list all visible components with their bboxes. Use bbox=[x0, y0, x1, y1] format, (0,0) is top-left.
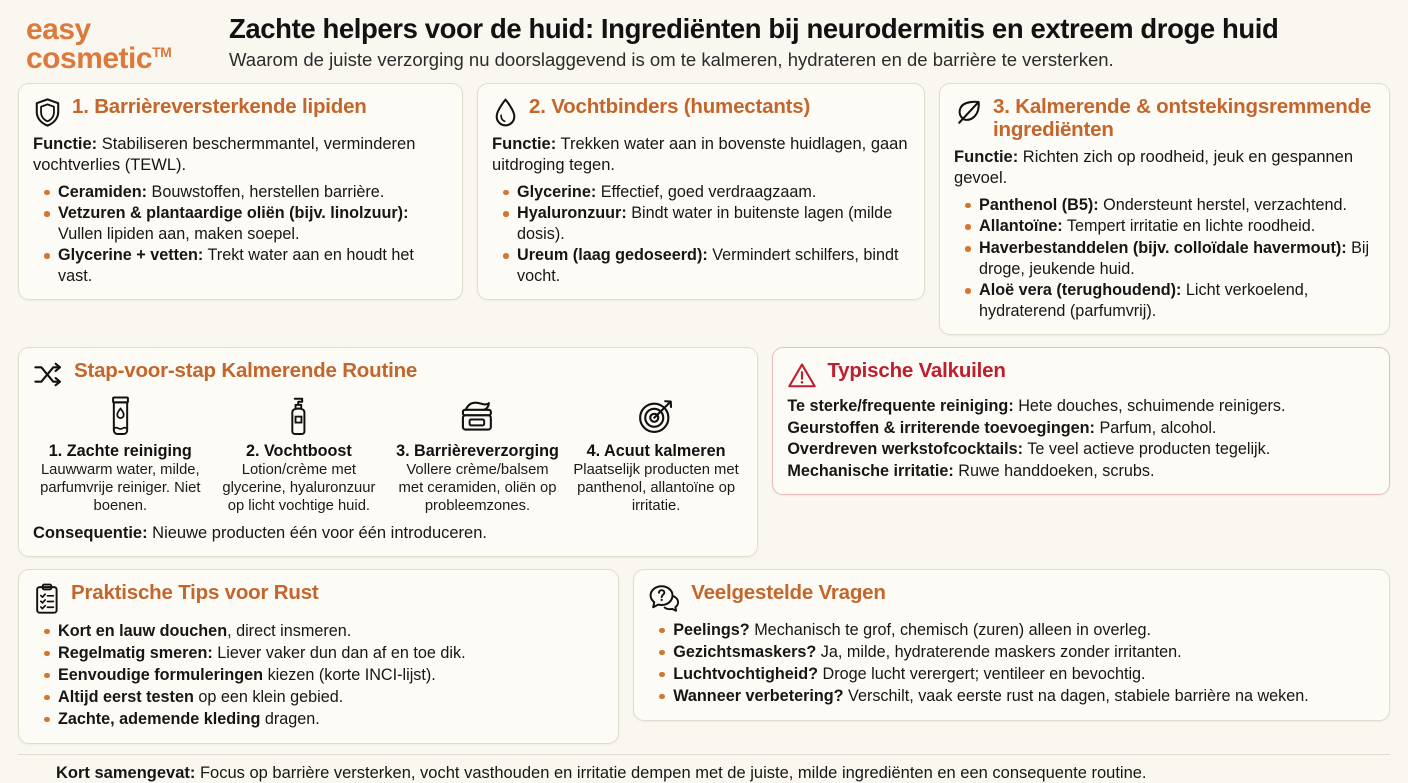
item-text: Mechanisch te grof, chemisch (zuren) alleen in overleg. bbox=[749, 620, 1151, 639]
item-term: Luchtvochtigheid? bbox=[673, 664, 819, 683]
card-barrier-lipids bbox=[18, 83, 463, 300]
function-label: Functie: bbox=[33, 135, 98, 153]
card-tips bbox=[18, 569, 619, 744]
shield-icon bbox=[33, 95, 62, 128]
item-text: Vermindert schilfers, bindt vocht. bbox=[517, 246, 899, 285]
item-term: Altijd eerst testen bbox=[58, 687, 194, 706]
page-title: Zachte helpers voor de huid: Ingrediënten bij neurodermitis en extreem droge huid bbox=[229, 13, 1279, 44]
card-bullet-list bbox=[502, 182, 910, 287]
item-term: Ceramiden: bbox=[58, 182, 148, 201]
item-text: Ja, milde, hydraterende maskers zonder irritanten. bbox=[816, 642, 1182, 661]
item-term: Hyaluronzuur: bbox=[517, 204, 627, 223]
item-text: kiezen (korte INCI-lijst). bbox=[263, 665, 436, 684]
pitfall-text: Hete douches, schuimende reinigers. bbox=[1013, 397, 1286, 416]
function-text: Stabiliseren beschermmantel, verminderen vochtverlies (TEWL). bbox=[33, 135, 416, 174]
step-title: 2. Vochtboost bbox=[245, 442, 352, 461]
tube-icon bbox=[35, 394, 206, 438]
list-item bbox=[964, 238, 1375, 279]
footer-text: Focus op barrière versterken, vocht vasthouden en irritatie dempen met de juiste, milde ingrediënten en een consequente routine. bbox=[195, 763, 1147, 782]
footer-summary bbox=[18, 754, 1390, 783]
item-term: Regelmatig smeren: bbox=[58, 643, 213, 662]
pitfall-term: Geurstoffen & irriterende toevoegingen: bbox=[787, 418, 1095, 437]
function-label: Functie: bbox=[954, 148, 1019, 167]
item-text: Ondersteunt herstel, verzachtend. bbox=[1098, 195, 1347, 214]
item-term: Allantoïne: bbox=[979, 217, 1063, 236]
pitfall-text: Ruwe handdoeken, scrubs. bbox=[953, 461, 1155, 480]
card-title: Veelgestelde Vragen bbox=[691, 580, 886, 604]
pitfall-text: Parfum, alcohol. bbox=[1094, 418, 1217, 437]
card-header bbox=[954, 95, 1375, 141]
item-term: Zachte, ademende kleding bbox=[58, 709, 261, 728]
question-bubble-icon bbox=[648, 581, 681, 614]
card-title: 1. Barrièreversterkende lipiden bbox=[72, 95, 367, 118]
card-title: Praktische Tips voor Rust bbox=[71, 580, 319, 604]
routine-consequence bbox=[33, 523, 743, 544]
item-term: Glycerine + vetten: bbox=[58, 246, 204, 265]
card-function bbox=[492, 134, 910, 176]
brand-line-2 bbox=[26, 41, 172, 75]
card-title: Typische Valkuilen bbox=[827, 359, 1006, 383]
list-item bbox=[43, 245, 448, 286]
list-item bbox=[964, 280, 1375, 321]
item-term: Wanneer verbetering? bbox=[673, 686, 844, 705]
list-item bbox=[43, 687, 604, 708]
list-item bbox=[43, 709, 604, 730]
card-function bbox=[954, 147, 1375, 189]
card-title: Stap-voor-stap Kalmerende Routine bbox=[74, 359, 418, 383]
item-text: Effectief, goed verdraagzaam. bbox=[596, 182, 817, 201]
pitfall-term: Mechanische irritatie: bbox=[787, 461, 954, 480]
pitfall-line bbox=[787, 396, 1375, 418]
routine-step bbox=[212, 394, 387, 516]
item-text: dragen. bbox=[260, 709, 320, 728]
item-text: Bij droge, jeukende huid. bbox=[979, 239, 1370, 278]
pitfall-line bbox=[787, 418, 1375, 440]
step-title: 1. Zachte reiniging bbox=[48, 442, 192, 461]
tips-list bbox=[43, 621, 604, 730]
routine-step bbox=[390, 394, 565, 516]
step-title: 3. Barrièreverzorging bbox=[396, 442, 559, 461]
card-bullet-list bbox=[43, 182, 448, 287]
step-title: 4. Acuut kalmeren bbox=[586, 442, 726, 461]
card-header bbox=[492, 95, 910, 128]
card-title: 2. Vochtbinders (humectants) bbox=[529, 95, 811, 118]
list-item bbox=[964, 195, 1375, 216]
item-text: Licht verkoelend, hydraterend (parfumvrij). bbox=[979, 281, 1309, 320]
item-text: Vullen lipiden aan, maken soepel. bbox=[58, 224, 300, 243]
list-item bbox=[658, 642, 1375, 663]
faq-list bbox=[658, 620, 1375, 707]
list-item bbox=[658, 664, 1375, 685]
brand-line-1: easy bbox=[26, 13, 91, 46]
item-term: Glycerine: bbox=[517, 182, 597, 201]
pitfall-term: Overdreven werkstofcocktails: bbox=[787, 440, 1024, 459]
routine-step bbox=[569, 394, 744, 516]
item-text: Liever vaker dun dan af en toe dik. bbox=[212, 643, 466, 662]
step-desc: Vollere crème/balsem met ceramiden, oliën op probleemzones. bbox=[398, 462, 557, 515]
list-item bbox=[502, 182, 910, 203]
item-term: Eenvoudige formuleringen bbox=[58, 665, 264, 684]
card-header bbox=[787, 359, 1375, 390]
item-term: Kort en lauw douchen bbox=[58, 621, 228, 640]
item-text: op een klein gebied. bbox=[193, 687, 344, 706]
consequence-label: Consequentie: bbox=[33, 524, 148, 543]
warning-triangle-icon bbox=[787, 359, 817, 390]
clipboard-check-icon bbox=[33, 581, 61, 615]
item-text: Trekt water aan en houdt het vast. bbox=[58, 246, 414, 285]
item-text: Bouwstoffen, herstellen barrière. bbox=[147, 182, 385, 201]
item-text: Verschilt, vaak eerste rust na dagen, stabiele barrière na weken. bbox=[843, 686, 1309, 705]
list-item bbox=[658, 620, 1375, 641]
card-soothing-ingredients bbox=[939, 83, 1390, 335]
list-item bbox=[658, 686, 1375, 707]
step-desc: Lotion/crème met glycerine, hyaluronzuur op licht vochtige huid. bbox=[222, 462, 376, 515]
page-subtitle: Waarom de juiste verzorging nu doorslaggevend is om te kalmeren, hydrateren en de barrière te versterken. bbox=[229, 48, 1114, 70]
trademark-symbol: TM bbox=[152, 43, 172, 60]
item-term: Panthenol (B5): bbox=[979, 195, 1099, 214]
leaf-icon bbox=[954, 95, 983, 128]
item-term: Gezichtsmaskers? bbox=[673, 642, 817, 661]
footer-label: Kort samengevat: bbox=[56, 763, 196, 782]
droplet-icon bbox=[492, 95, 519, 128]
card-header bbox=[33, 95, 448, 128]
brand-logo bbox=[26, 14, 211, 73]
shuffle-icon bbox=[33, 359, 64, 388]
step-desc: Plaatselijk producten met panthenol, allantoïne op irritatie. bbox=[573, 462, 739, 515]
list-item bbox=[43, 621, 604, 642]
routine-steps bbox=[33, 394, 743, 516]
card-faq bbox=[633, 569, 1390, 721]
item-text: Tempert irritatie en lichte roodheid. bbox=[1062, 217, 1316, 236]
card-humectants bbox=[477, 83, 925, 300]
item-text: Bindt water in buitenste lagen (milde dosis). bbox=[517, 204, 893, 243]
consequence-text: Nieuwe producten één voor één introduceren. bbox=[147, 524, 487, 543]
list-item bbox=[502, 203, 910, 244]
list-item bbox=[43, 665, 604, 686]
tips-faq-row bbox=[18, 569, 1390, 744]
pitfall-term: Te sterke/frequente reiniging: bbox=[787, 397, 1014, 416]
pitfall-text: Te veel actieve producten tegelijk. bbox=[1023, 440, 1271, 459]
pitfall-line bbox=[787, 461, 1375, 483]
card-header bbox=[648, 581, 1375, 614]
routine-step bbox=[33, 394, 208, 516]
card-bullet-list bbox=[964, 195, 1375, 321]
card-pitfalls bbox=[772, 347, 1390, 495]
routine-pitfalls-row bbox=[18, 347, 1390, 556]
header bbox=[18, 10, 1390, 83]
ingredient-cards-row bbox=[18, 83, 1390, 335]
list-item bbox=[502, 245, 910, 286]
item-text: Droge lucht verergert; ventileer en bevochtig. bbox=[818, 664, 1146, 683]
function-text: Richten zich op roodheid, jeuk en gespannen gevoel. bbox=[954, 148, 1354, 188]
item-term: Haverbestanddelen (bijv. colloïdale havermout): bbox=[979, 239, 1347, 257]
pump-bottle-icon bbox=[214, 394, 385, 438]
card-header bbox=[33, 359, 743, 388]
list-item bbox=[43, 203, 448, 244]
item-text: , direct insmeren. bbox=[227, 621, 352, 640]
brand-word: cosmetic bbox=[26, 41, 153, 75]
item-term: Ureum (laag gedoseerd): bbox=[517, 246, 708, 265]
pitfall-line bbox=[787, 439, 1375, 461]
target-icon bbox=[571, 394, 742, 438]
cream-jar-icon bbox=[392, 394, 563, 438]
function-text: Trekken water aan in bovenste huidlagen, gaan uitdroging tegen. bbox=[492, 135, 908, 174]
list-item bbox=[43, 643, 604, 664]
card-routine bbox=[18, 347, 758, 556]
item-term: Aloë vera (terughoudend): bbox=[979, 281, 1182, 300]
list-item bbox=[43, 182, 448, 203]
step-desc: Lauwwarm water, milde, parfumvrije reiniger. Niet boenen. bbox=[40, 462, 201, 515]
card-title: 3. Kalmerende & ontstekingsremmende ingrediënten bbox=[993, 95, 1372, 142]
function-label: Functie: bbox=[492, 135, 557, 153]
card-header bbox=[33, 581, 604, 615]
item-term: Vetzuren & plantaardige oliën (bijv. linolzuur): bbox=[58, 204, 409, 223]
list-item bbox=[964, 216, 1375, 237]
item-term: Peelings? bbox=[673, 620, 750, 639]
header-text bbox=[229, 14, 1386, 71]
card-function bbox=[33, 134, 448, 176]
